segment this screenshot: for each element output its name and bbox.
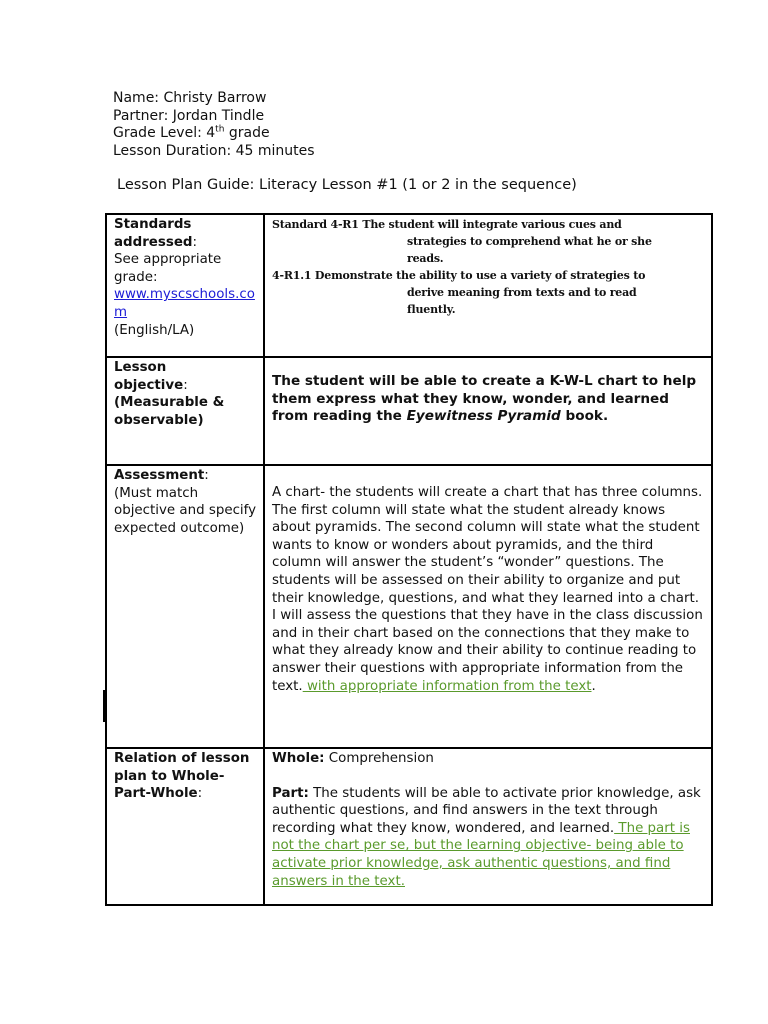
table-row-objective <box>106 357 712 465</box>
standards-label-colon: : <box>192 234 198 250</box>
standards-subject: (English/LA) <box>114 322 195 338</box>
assessment-content-cell <box>264 465 712 748</box>
whole-text: Comprehension <box>324 751 434 766</box>
assessment-text: A chart- the students will create a chart that has three columns. The first column will state what the student already knows about pyramids. The second column will state what the student wants to know or wonders about pyramids, and the third column will answer the student’s “wonder” questions. The students will be assessed on their ability to organize and put their knowledge, questions, and what they learned into a chart. I will assess the questions that they have in the class discussion and in their chart based on the connections that they make to what they already know and their ability to continue reading to answer their questions with appropriate information from the text. <box>272 485 703 694</box>
objective-label-colon: : <box>183 377 188 393</box>
standards-content-cell <box>264 214 712 357</box>
objective-label-cell <box>106 357 264 465</box>
grade-level-superscript: th <box>215 124 225 135</box>
assessment-end: . <box>591 678 596 694</box>
assessment-label: Assessment <box>114 468 205 483</box>
relation-label: Relation of lesson plan to Whole-Part-Whole <box>114 751 250 802</box>
lesson-plan-table <box>105 213 713 906</box>
standard-line: derive meaning from texts and to read <box>407 286 637 299</box>
relation-content-cell <box>264 748 712 905</box>
grade-level <box>113 125 315 143</box>
part-label: Part: <box>272 785 309 801</box>
objective-text <box>272 373 705 426</box>
standards-label: Standards addressed <box>114 217 193 250</box>
standard-line: 4-R1.1 Demonstrate the ability to use a variety of strategies to <box>272 269 646 282</box>
standards-label-cell <box>106 214 264 357</box>
margin-change-bar <box>103 690 106 722</box>
myscschools-link[interactable]: www.myscschools.com <box>114 287 255 320</box>
standard-line: strategies to comprehend what he or she <box>407 235 652 248</box>
standards-note: See appropriate grade: <box>114 252 222 285</box>
assessment-comment: with appropriate information from the text <box>302 678 592 694</box>
objective-label-line1: Lesson <box>114 360 167 375</box>
page-title: Lesson Plan Guide: Literacy Lesson #1 (1 or 2 in the sequence) <box>117 177 577 193</box>
assessment-note: (Must match objective and specify expected outcome) <box>114 485 257 536</box>
relation-comment: The part is not the chart per se, but the learning objective- being able to activate prior knowledge, ask authentic questions, and find answers in the text. <box>272 820 690 889</box>
whole-label: Whole: <box>272 751 325 766</box>
lesson-duration: Lesson Duration: 45 minutes <box>113 142 315 159</box>
book-title: Eyewitness Pyramid <box>406 408 561 425</box>
whole-line <box>272 750 705 768</box>
relation-label-colon: : <box>197 786 203 802</box>
objective-text-main: The student will be able to create a K-W-L chart to help them express what they know, wonder, and learned from reading the <box>272 373 697 425</box>
assessment-label-cell <box>106 465 264 748</box>
table-row-standards <box>106 214 712 357</box>
author-name: Name: Christy Barrow <box>113 90 267 106</box>
grade-level-text: Grade Level: 4 <box>113 125 216 141</box>
partner-name: Partner: Jordan Tindle <box>113 107 265 124</box>
table-row-assessment <box>106 465 712 748</box>
standard-line: reads. <box>407 252 444 265</box>
relation-label-cell <box>106 748 264 905</box>
part-paragraph <box>272 785 705 891</box>
standard-line: Standard 4-R1 The student will integrate various cues and <box>272 218 622 231</box>
objective-text-end: book. <box>560 408 609 425</box>
objective-label-line2: objective <box>114 377 184 393</box>
objective-label-note: (Measurable & observable) <box>114 395 225 428</box>
document-header <box>113 90 315 160</box>
part-text: The students will be able to activate prior knowledge, ask authentic questions, and find answers in the text through recording what they know, wondered, and learned. <box>272 785 701 836</box>
table-row-relation <box>106 748 712 905</box>
assessment-label-colon: : <box>204 468 209 483</box>
standard-line: fluently. <box>407 303 456 316</box>
grade-level-suffix: grade <box>224 125 270 141</box>
objective-content-cell <box>264 357 712 465</box>
standards-text <box>272 216 705 318</box>
